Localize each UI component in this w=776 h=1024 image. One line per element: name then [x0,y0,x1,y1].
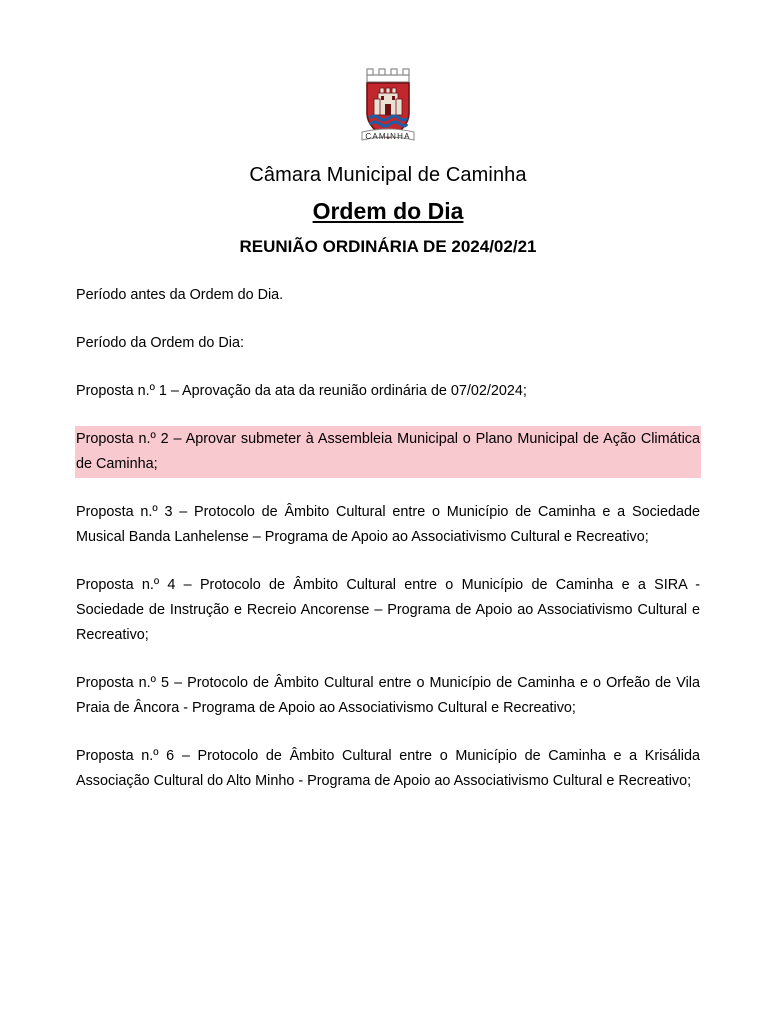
paragraph-proposta-5: Proposta n.º 5 – Protocolo de Âmbito Cultural entre o Município de Caminha e o Orfeão de Vila Praia de Âncora - Programa de Apoio ao Associativismo Cultural e Recreativo; [76,675,700,716]
paragraph-periodo-ordem: Período da Ordem do Dia: [76,335,244,351]
crest-container [76,60,700,156]
organization-title: Câmara Municipal de Caminha [249,164,527,186]
crest-motto-text: CAMINHA [365,132,411,141]
page-title: Ordem do Dia [312,198,464,224]
paragraph-proposta-4: Proposta n.º 4 – Protocolo de Âmbito Cultural entre o Município de Caminha e a SIRA - Sociedade de Instrução e Recreio Ancorense – Programa de Apoio ao Associativismo Cultural e Recreativo; [76,577,700,643]
paragraph-proposta-6: Proposta n.º 6 – Protocolo de Âmbito Cultural entre o Município de Caminha e a Krisálida Associação Cultural do Alto Minho - Programa de Apoio ao Associativismo Cultural e Recreativo; [76,748,700,789]
document-body [76,283,700,794]
paragraph-proposta-3: Proposta n.º 3 – Protocolo de Âmbito Cultural entre o Município de Caminha e a Sociedade Musical Banda Lanhelense – Programa de Apoio ao Associativismo Cultural e Recreativo; [76,504,700,545]
paragraph-periodo-antes: Período antes da Ordem do Dia. [76,287,284,303]
coat-of-arms-icon [340,60,436,156]
paragraph-proposta-2-highlighted: Proposta n.º 2 – Aprovar submeter à Assembleia Municipal o Plano Municipal de Ação Climática de Caminha; [76,427,700,477]
meeting-subtitle: REUNIÃO ORDINÁRIA DE 2024/02/21 [239,237,537,256]
paragraph-proposta-1: Proposta n.º 1 – Aprovação da ata da reunião ordinária de 07/02/2024; [76,383,527,399]
